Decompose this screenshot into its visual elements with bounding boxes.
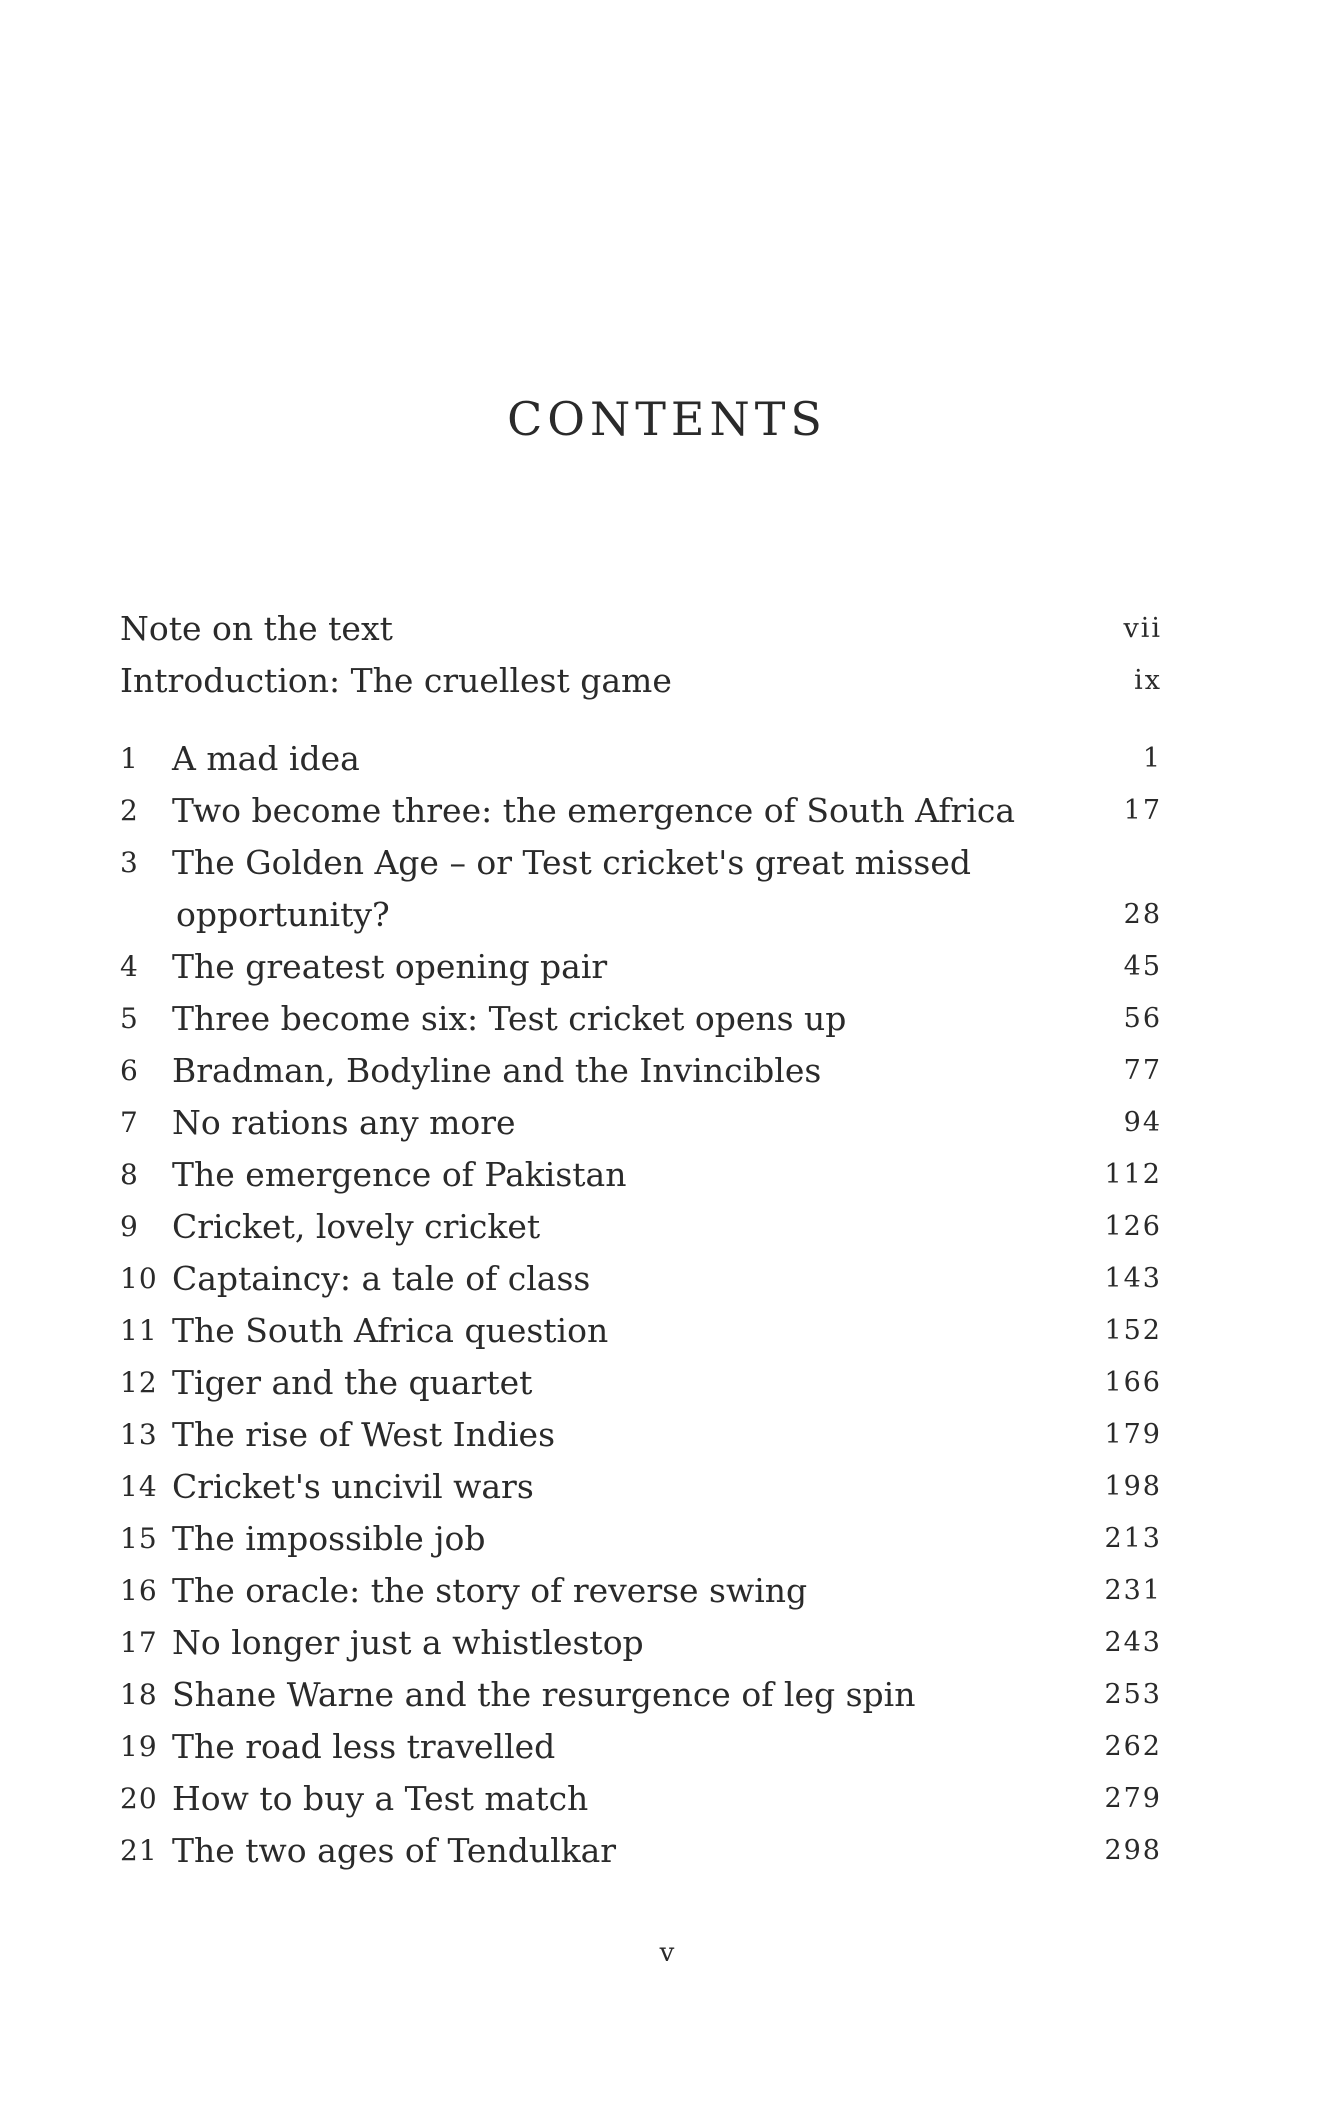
toc-entry-chapter-6 <box>120 1049 1162 1093</box>
chapter-number: 21 <box>120 1834 158 1867</box>
chapter-title: No longer just a whistlestop <box>172 1623 644 1662</box>
chapter-page: 1 <box>1142 743 1162 774</box>
toc-entry-chapter-5 <box>120 997 1162 1041</box>
toc-entry-chapter-8 <box>120 1153 1162 1197</box>
chapter-title: No rations any more <box>172 1103 516 1142</box>
toc-entry-chapter-11 <box>120 1309 1162 1353</box>
toc-entry-chapter-17 <box>120 1621 1162 1665</box>
chapter-title: A mad idea <box>172 739 360 778</box>
chapter-title: Captaincy: a tale of class <box>172 1259 591 1298</box>
chapter-page: 56 <box>1123 1003 1162 1034</box>
chapter-title: Shane Warne and the resurgence of leg spin <box>172 1675 916 1714</box>
toc-entry-introduction <box>120 659 1162 703</box>
toc-entry-chapter-2 <box>120 789 1162 833</box>
chapter-number: 14 <box>120 1470 158 1503</box>
chapter-title: The South Africa question <box>172 1311 609 1350</box>
toc-entry-chapter-19 <box>120 1725 1162 1769</box>
chapter-page: 198 <box>1104 1471 1162 1502</box>
chapter-number: 2 <box>120 794 139 827</box>
toc-entry-note-on-text <box>120 607 1162 651</box>
toc-entry-title: Introduction: The cruellest game <box>120 661 672 700</box>
chapter-page: 298 <box>1104 1835 1162 1866</box>
chapter-title: The two ages of Tendulkar <box>172 1831 617 1870</box>
toc-entry-chapter-10 <box>120 1257 1162 1301</box>
toc-entry-chapter-18 <box>120 1673 1162 1717</box>
page-title: CONTENTS <box>507 392 827 446</box>
chapter-title: Cricket's uncivil wars <box>172 1467 534 1506</box>
chapter-page: 143 <box>1104 1263 1162 1294</box>
chapter-number: 7 <box>120 1106 139 1139</box>
chapter-title: Three become six: Test cricket opens up <box>172 999 847 1038</box>
chapter-page: 112 <box>1104 1159 1162 1190</box>
toc-entry-chapter-13 <box>120 1413 1162 1457</box>
chapter-title: The Golden Age – or Test cricket's great missed <box>172 843 972 882</box>
chapter-number: 5 <box>120 1002 139 1035</box>
chapter-number: 1 <box>120 742 139 775</box>
chapter-title: The greatest opening pair <box>172 947 608 986</box>
chapter-number: 20 <box>120 1782 158 1815</box>
chapter-number: 19 <box>120 1730 158 1763</box>
toc-entry-title: Note on the text <box>120 609 393 648</box>
toc-entry-chapter-9 <box>120 1205 1162 1249</box>
toc-entry-chapter-4 <box>120 945 1162 989</box>
chapter-page: 17 <box>1123 795 1162 826</box>
toc-entry-page: ix <box>1134 665 1162 696</box>
chapter-page: 279 <box>1104 1783 1162 1814</box>
toc-entry-chapter-12 <box>120 1361 1162 1405</box>
chapter-number: 18 <box>120 1678 158 1711</box>
chapter-title: Bradman, Bodyline and the Invincibles <box>172 1051 822 1090</box>
chapter-title-continuation: opportunity? <box>176 895 390 934</box>
chapter-page: 253 <box>1104 1679 1162 1710</box>
chapter-page: 166 <box>1104 1367 1162 1398</box>
toc-entry-chapter-7 <box>120 1101 1162 1145</box>
chapter-title: The rise of West Indies <box>172 1415 556 1454</box>
chapter-number: 10 <box>120 1262 158 1295</box>
chapter-number: 8 <box>120 1158 139 1191</box>
chapter-number: 3 <box>120 846 139 879</box>
chapter-number: 16 <box>120 1574 158 1607</box>
page-number: v <box>659 1938 675 1968</box>
toc-entry-chapter-21 <box>120 1829 1162 1873</box>
chapter-number: 4 <box>120 950 139 983</box>
chapter-title: Two become three: the emergence of South Africa <box>172 791 1016 830</box>
chapter-number: 6 <box>120 1054 139 1087</box>
chapter-page: 262 <box>1104 1731 1162 1762</box>
chapter-title: Tiger and the quartet <box>172 1363 533 1402</box>
chapter-title: Cricket, lovely cricket <box>172 1207 541 1246</box>
chapter-page: 28 <box>1123 899 1162 930</box>
chapter-number: 13 <box>120 1418 158 1451</box>
chapter-page: 126 <box>1104 1211 1162 1242</box>
chapter-number: 12 <box>120 1366 158 1399</box>
chapter-page: 77 <box>1123 1055 1162 1086</box>
chapter-number: 17 <box>120 1626 158 1659</box>
toc-entry-chapter-14 <box>120 1465 1162 1509</box>
chapter-number: 11 <box>120 1314 158 1347</box>
chapter-page: 243 <box>1104 1627 1162 1658</box>
chapter-title: The impossible job <box>172 1519 486 1558</box>
toc-entry-page: vii <box>1123 613 1162 644</box>
chapter-number: 15 <box>120 1522 158 1555</box>
chapter-page: 45 <box>1123 951 1162 982</box>
chapter-page: 152 <box>1104 1315 1162 1346</box>
chapter-page: 94 <box>1123 1107 1162 1138</box>
toc-entry-chapter-15 <box>120 1517 1162 1561</box>
chapter-title: How to buy a Test match <box>172 1779 589 1818</box>
toc-entry-chapter-1 <box>120 737 1162 781</box>
toc-entry-chapter-20 <box>120 1777 1162 1821</box>
toc-entry-chapter-16 <box>120 1569 1162 1613</box>
chapter-page: 179 <box>1104 1419 1162 1450</box>
chapter-title: The oracle: the story of reverse swing <box>172 1571 808 1610</box>
chapter-title: The emergence of Pakistan <box>172 1155 627 1194</box>
chapter-number: 9 <box>120 1210 139 1243</box>
chapter-page: 231 <box>1104 1575 1162 1606</box>
toc-entry-chapter-3 <box>120 841 1162 934</box>
chapter-title: The road less travelled <box>172 1727 556 1766</box>
chapter-page: 213 <box>1104 1523 1162 1554</box>
